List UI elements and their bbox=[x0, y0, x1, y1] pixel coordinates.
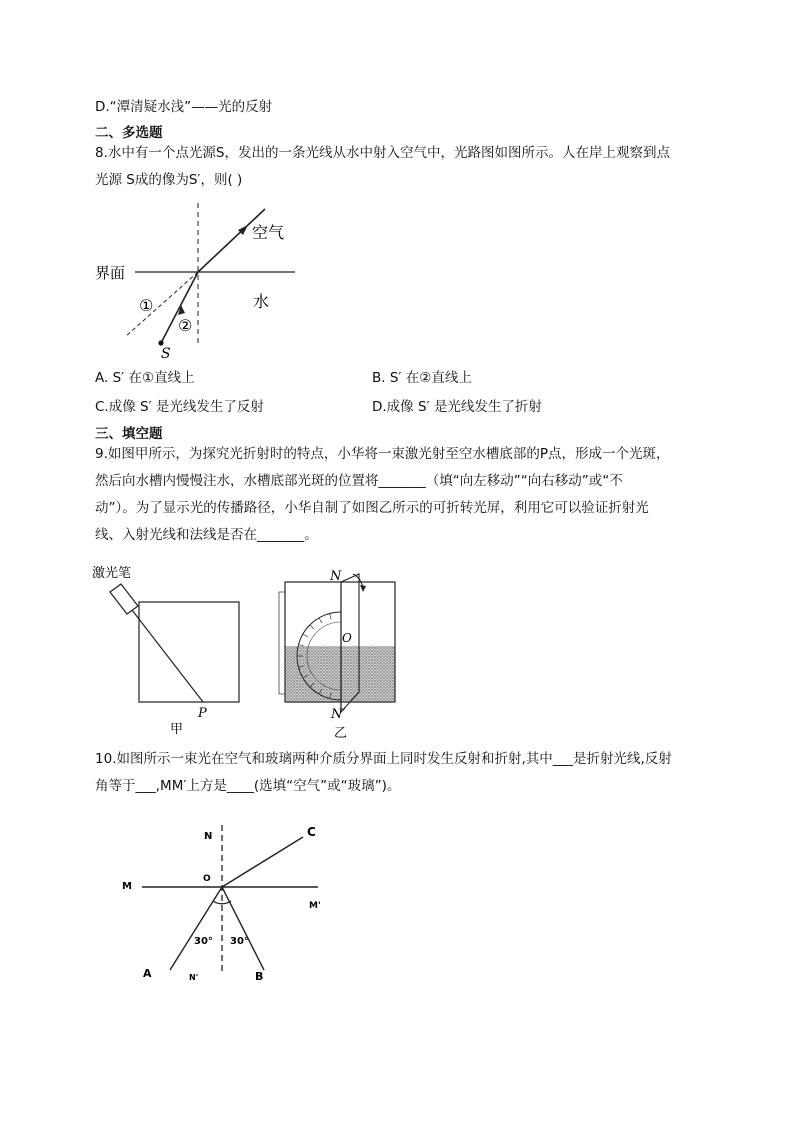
q8-option-b: B. S′ 在②直线上 bbox=[372, 370, 472, 386]
q8-option-d: D.成像 S′ 是光线发生了折射 bbox=[372, 399, 542, 415]
q9-label-o: O bbox=[342, 631, 352, 645]
q8-option-c: C.成像 S′ 是光线发生了反射 bbox=[95, 399, 264, 415]
q10-reflection-figure bbox=[100, 815, 340, 990]
q10-label-angle-right: 30° bbox=[230, 936, 249, 947]
q10-label-m-prime: M' bbox=[309, 901, 321, 911]
q8-label-interface: 界面 bbox=[95, 264, 126, 282]
q9-label-yi: 乙 bbox=[334, 726, 348, 741]
q8-source-point bbox=[158, 340, 163, 345]
q10-label-o: O bbox=[203, 874, 211, 884]
section-heading-fill-blank: 三、填空题 bbox=[95, 426, 163, 442]
q10-angle-arc bbox=[213, 901, 231, 904]
q8-label-air: 空气 bbox=[252, 223, 285, 242]
q8-text-line-2: 光源 S成的像为S′，则( ) bbox=[95, 172, 243, 188]
q9-text-line-1: 9.如图甲所示，为探究光折射时的特点，小华将一束激光射至空水槽底部的P点，形成一个光斑， bbox=[95, 446, 670, 462]
q8-label-ray-1: ① bbox=[139, 296, 154, 315]
q10-ray-ob bbox=[222, 887, 264, 970]
q9-water-yi bbox=[285, 646, 395, 702]
option-d-previous: D.“潭清疑水浅”——光的反射 bbox=[95, 99, 273, 115]
q10-label-n: N bbox=[204, 831, 213, 842]
q10-text-line-1: 10.如图所示一束光在空气和玻璃两种介质分界面上同时发生反射和折射,其中___是折射光线,反射 bbox=[95, 751, 672, 767]
q9-laser-pointer bbox=[110, 584, 138, 614]
q9-tank-back-edge bbox=[279, 592, 285, 694]
q9-label-point-p: P bbox=[198, 706, 207, 721]
q8-label-ray-2: ② bbox=[178, 316, 193, 335]
q9-text-line-4: 线、入射光线和法线是否在_______。 bbox=[95, 527, 318, 543]
q10-label-m: M bbox=[122, 881, 132, 892]
q10-text-line-2: 角等于___,MM′上方是____(选填“空气”或“玻璃”)。 bbox=[95, 778, 401, 794]
q9-text-line-2: 然后向水槽内慢慢注水，水槽底部光斑的位置将_______（填“向左移动”“向右移动”或“不 bbox=[95, 473, 623, 489]
q8-label-water: 水 bbox=[253, 292, 270, 311]
q10-ray-oc bbox=[222, 837, 303, 887]
q9-laser-beam bbox=[132, 610, 203, 702]
section-heading-multiple-choice: 二、多选题 bbox=[95, 125, 163, 141]
q9-fold-arrowhead bbox=[360, 585, 366, 592]
q8-text-line-1: 8.水中有一个点光源S，发出的一条光线从水中射入空气中，光路图如图所示。人在岸上观察到点 bbox=[95, 145, 670, 161]
q9-label-n-prime: N′ bbox=[331, 707, 346, 722]
q10-label-a: A bbox=[143, 967, 152, 980]
q9-label-laser: 激光笔 bbox=[92, 566, 132, 581]
q10-label-c: C bbox=[307, 825, 316, 839]
q9-label-n: N bbox=[330, 569, 342, 584]
q10-label-b: B bbox=[255, 970, 264, 983]
q8-refraction-figure bbox=[90, 195, 310, 360]
q10-label-angle-left: 30° bbox=[194, 936, 213, 947]
q9-figure-jia bbox=[90, 560, 250, 740]
q9-tank-jia bbox=[139, 602, 239, 702]
q9-text-line-3: 动”）。为了显示光的传播路径，小华自制了如图乙所示的可折转光屏，利用它可以验证折射光 bbox=[95, 500, 649, 516]
q10-label-n-prime: N' bbox=[189, 973, 199, 982]
q9-label-jia: 甲 bbox=[170, 722, 184, 737]
q8-label-source: S bbox=[161, 346, 171, 360]
q8-option-a: A. S′ 在①直线上 bbox=[95, 370, 195, 386]
q9-figure-yi bbox=[275, 560, 410, 745]
q10-ray-oa bbox=[170, 887, 222, 970]
